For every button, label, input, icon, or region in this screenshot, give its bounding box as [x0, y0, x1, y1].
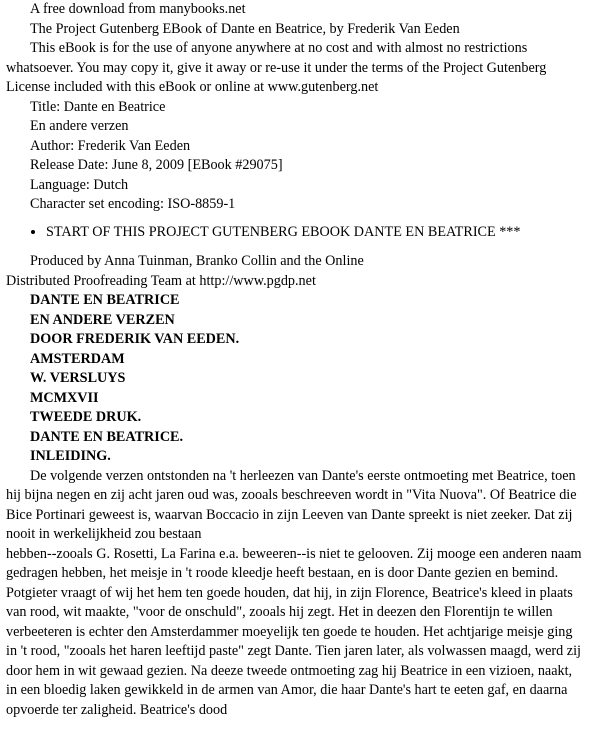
title-page-line: DANTE EN BEATRICE — [30, 292, 180, 308]
title-page-line: EN ANDERE VERZEN — [30, 311, 175, 328]
meta-title: Title: Dante en Beatrice — [30, 98, 166, 115]
title-page-line: INLEIDING. — [30, 448, 111, 464]
start-marker-list — [6, 223, 584, 243]
title-page-line: TWEEDE DRUK. — [30, 409, 142, 425]
download-note: A free download from manybooks.net — [30, 1, 246, 17]
meta-encoding: Character set encoding: ISO-8859-1 — [30, 196, 236, 212]
body-paragraph: De volgende verzen ontstonden na 't herleezen van Dante's eerste ontmoeting met Beatrice, toen hij bijna negen en zij acht jaren oud was, zooals beschreeven wordt in "Vita Nuova". Of Beatrice die Bice Portinari geweest is, waarvan Boccacio in zijn Leeven van Dante spreekt is niet zeeker. Dat zij nooit in werkelijkheid zou bestaan — [6, 467, 577, 542]
ebook-title-line: The Project Gutenberg EBook of Dante en Beatrice, by Frederik Van Eeden — [30, 20, 460, 37]
start-marker: • START OF THIS PROJECT GUTENBERG EBOOK DANTE EN BEATRICE *** — [46, 223, 584, 243]
title-page-line: W. VERSLUYS — [30, 370, 126, 386]
meta-subtitle: En andere verzen — [30, 118, 129, 134]
meta-language: Language: Dutch — [30, 176, 129, 193]
meta-author: Author: Frederik Van Eeden — [30, 137, 191, 154]
license-text: This eBook is for the use of anyone anywhere at no cost and with almost no restrictions whatsoever. You may copy it, give it away or re-use it under the terms of the Project Gutenberg License included with this eBook or online at www.gutenberg.net — [6, 40, 547, 95]
body-paragraph: hebben--zooals G. Rosetti, La Farina e.a. beweeren--is niet te gelooven. Zij mooge een anderen naam gedragen hebben, het meisje in 't roode kleedje heeft bestaan, en is door Dante gezien en bemind. Potgieter vraagt of wij het hem ten goede houden, dat hij, in zijn Florence, Beatrice's kleed in plaats van rood, wit maakte, "voor de onschuld", zooals hij zegt. Het in deezen den Florentijn te willen verbeeteren is echter den Amsterdammer moeyelijk ten goede te houden. Het achtjarige meisje ging in 't rood, "zooals het haren leeftijd paste" zegt Dante. Tien jaren later, als volwassen maagd, werd zij door hem in wit gewaad gezien. Na deeze tweede ontmoeting zag hij Beatrice in een vizioen, naakt, in een bloedig laken gewikkeld in de armen van Amor, die haar Dante's hart te eeten gaf, en daarna opvoerde ter zaligheid. Beatrice's dood — [6, 545, 582, 718]
title-page-line: AMSTERDAM — [30, 350, 125, 367]
document-page — [6, 0, 584, 720]
title-page-line: DOOR FREDERIK VAN EEDEN. — [30, 331, 240, 347]
credits-line-2: Distributed Proofreading Team at http://www.pgdp.net — [6, 272, 316, 289]
credits-line-1: Produced by Anna Tuinman, Branko Collin and the Online — [30, 253, 364, 269]
title-page-line: DANTE EN BEATRICE. — [30, 428, 184, 445]
title-page-line: MCMXVII — [30, 389, 99, 406]
meta-release-date: Release Date: June 8, 2009 [EBook #29075] — [30, 157, 283, 173]
